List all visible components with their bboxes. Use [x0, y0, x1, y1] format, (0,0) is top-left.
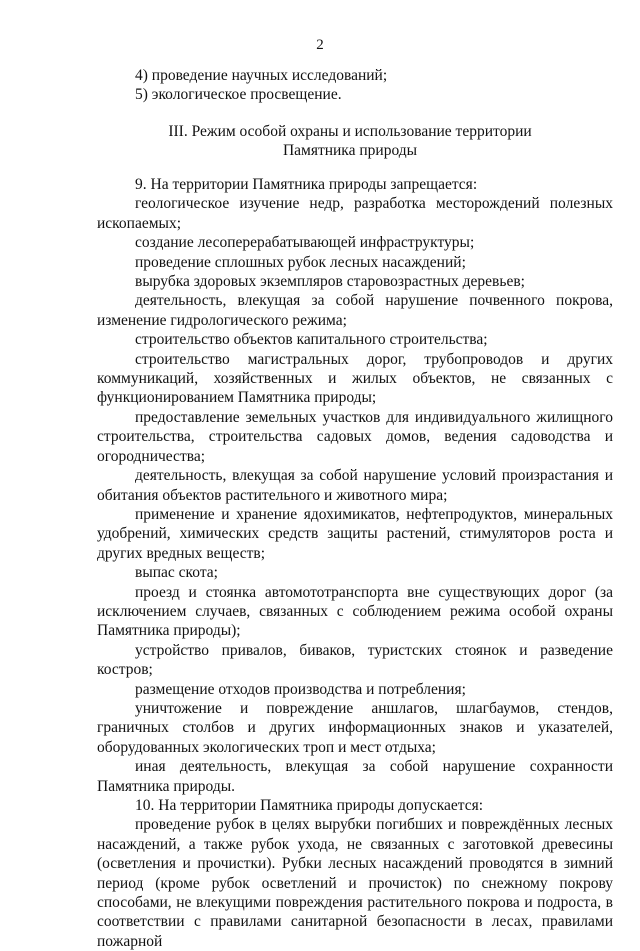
- paragraph: деятельность, влекущая за собой нарушение почвенного покрова, изменение гидрологического режима;: [97, 292, 613, 329]
- paragraph: проведение сплошных рубок лесных насаждений;: [135, 253, 466, 271]
- paragraph: иная деятельность, влекущая за собой нарушение сохранности Памятника природы.: [97, 758, 613, 795]
- section-heading: [100, 122, 600, 161]
- paragraph: строительство магистральных дорог, трубопроводов и других коммуникаций, хозяйственных и жилых объектов, не связанных с функционированием Памятника природы;: [97, 350, 613, 407]
- paragraph: строительство объектов капитального строительства;: [135, 331, 488, 349]
- paragraph: геологическое изучение недр, разработка месторождений полезных ископаемых;: [97, 195, 613, 232]
- paragraph: 10. На территории Памятника природы допускается:: [135, 797, 484, 814]
- paragraph: применение и хранение ядохимикатов, нефтепродуктов, минеральных удобрений, химических средств защиты растений, стимуляторов роста и других вредных веществ;: [97, 505, 613, 562]
- section-heading-line: Памятника природы: [282, 142, 418, 160]
- intro-list: [97, 66, 613, 105]
- paragraph: выпас скота;: [135, 564, 218, 582]
- section-body: [97, 175, 613, 951]
- paragraph: создание лесоперерабатывающей инфраструктуры;: [135, 234, 475, 252]
- paragraph: вырубка здоровых экземпляров старовозрастных деревьев;: [135, 273, 525, 291]
- section-heading-line: III. Режим особой охраны и использование территории: [168, 123, 532, 140]
- paragraph: деятельность, влекущая за собой нарушение условий произрастания и обитания объектов растительного и животного мира;: [97, 467, 613, 504]
- paragraph: 9. На территории Памятника природы запрещается:: [135, 176, 478, 193]
- page-number: 2: [316, 37, 324, 53]
- paragraph: предоставление земельных участков для индивидуального жилищного строительства, строительства садовых домов, ведения садоводства и огородничества;: [97, 408, 613, 465]
- paragraph: проведение рубок в целях вырубки погибших и повреждённых лесных насаждений, а также рубок ухода, не связанных с заготовкой древесины (осветления и прочистки). Рубки лесных насаждений проводятся в зимний период (кроме рубок осветлений и прочисток) по снежному покрову способами, не влекущими повреждения растительного покрова и подроста, в соответствии с правилами санитарной безопасности в лесах, правилами пожарной: [97, 816, 613, 950]
- paragraph: устройство привалов, биваков, туристских стоянок и разведение костров;: [97, 641, 613, 679]
- paragraph: уничтожение и повреждение аншлагов, шлагбаумов, стендов, граничных столбов и других информационных знаков и указателей, оборудованных экологических троп и мест отдыха;: [97, 699, 613, 756]
- intro-item: 4) проведение научных исследований;: [135, 67, 388, 84]
- paragraph: размещение отходов производства и потребления;: [135, 680, 466, 698]
- paragraph: проезд и стоянка автомототранспорта вне существующих дорог (за исключением случаев, связанных с соблюдением режима особой охраны Памятника природы);: [97, 583, 613, 640]
- intro-item: 5) экологическое просвещение.: [135, 86, 342, 104]
